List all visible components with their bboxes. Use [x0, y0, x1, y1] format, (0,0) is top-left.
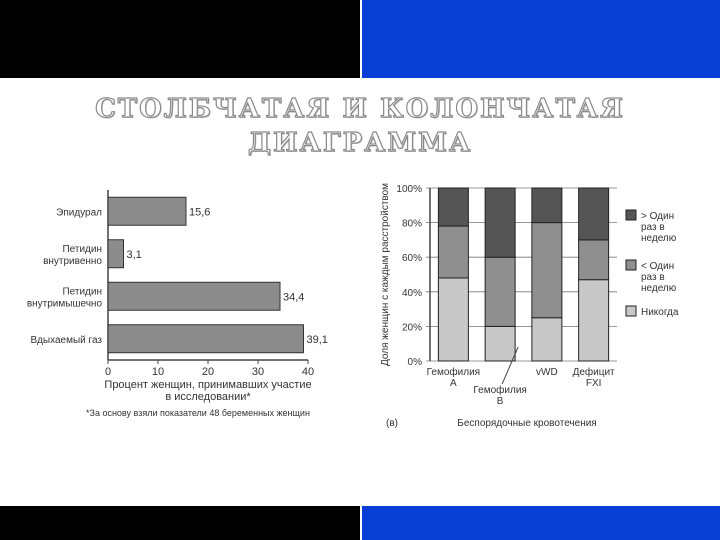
x-tick-label: 20 — [201, 366, 215, 378]
category-label: Гемофилия — [473, 385, 527, 396]
x-tick-label: 10 — [151, 366, 165, 378]
legend-label: Никогда — [641, 307, 679, 318]
legend-label: раз в — [641, 272, 665, 283]
category-label: внутривенно — [43, 255, 102, 267]
stacked-bar-segment — [438, 226, 468, 278]
panel-label: (в) — [386, 418, 398, 429]
slide-title-line-1: СТОЛБЧАТАЯ И КОЛОНЧАТАЯ — [95, 94, 625, 124]
stacked-bar-segment — [438, 278, 468, 361]
category-label: Дефицит — [572, 367, 615, 378]
bar — [108, 282, 280, 310]
legend-label: неделю — [641, 233, 677, 244]
category-label: B — [496, 396, 504, 407]
x-axis-title: Процент женщин, принимавших участие — [104, 379, 312, 391]
stacked-bar-segment — [485, 257, 515, 326]
bar — [108, 325, 304, 353]
stacked-bar-segment — [579, 240, 609, 280]
y-tick-label: 80% — [401, 218, 422, 230]
legend-label: неделю — [641, 283, 677, 294]
horizontal-bar-chart — [0, 178, 360, 430]
x-axis-title: Беспорядочные кровотечения — [457, 418, 597, 429]
header-band-left — [0, 0, 360, 78]
stacked-bar-segment — [438, 188, 468, 226]
category-label: FXI — [585, 378, 602, 389]
bar-value-label: 15,6 — [189, 206, 211, 219]
y-tick-label: 100% — [396, 184, 422, 195]
x-tick-label: 30 — [251, 366, 265, 378]
category-label: vWD — [536, 367, 558, 378]
y-tick-label: 20% — [401, 322, 422, 334]
x-tick-label: 0 — [104, 366, 112, 378]
stacked-column-chart — [362, 176, 702, 438]
stacked-bar-segment — [485, 326, 515, 361]
category-label: Гемофилия — [426, 367, 481, 378]
footer-band-left — [0, 506, 360, 540]
legend-swatch — [626, 260, 636, 270]
bar — [108, 197, 186, 225]
category-label: A — [450, 378, 457, 389]
y-tick-label: 60% — [401, 253, 422, 265]
stacked-bar-segment — [579, 280, 609, 361]
header-band-right — [362, 0, 720, 78]
x-axis-title: в исследовании* — [165, 391, 251, 403]
category-label: Вдыхаемый газ — [30, 334, 102, 346]
bar — [108, 240, 124, 268]
x-tick-label: 40 — [301, 366, 315, 378]
footer-band-right — [362, 506, 720, 540]
bar-value-label: 34,4 — [283, 291, 305, 304]
chart-footnote: *За основу взяли показатели 48 беременных женщин — [86, 408, 310, 418]
y-axis-title: Доля женщин с каждым расстройством — [380, 182, 391, 367]
legend-label: раз в — [641, 222, 665, 233]
y-tick-label: 0% — [407, 357, 422, 368]
legend-swatch — [626, 306, 636, 316]
stacked-bar-segment — [532, 223, 562, 318]
stacked-bar-segment — [532, 318, 562, 361]
legend-label: < Один — [641, 261, 675, 272]
legend-swatch — [626, 210, 636, 220]
category-label: Петидин — [62, 286, 102, 298]
category-label: внутримышечно — [26, 298, 102, 310]
bar-value-label: 39,1 — [306, 333, 328, 346]
slide-title — [0, 92, 720, 160]
stacked-bar-segment — [532, 188, 562, 223]
legend-label: > Один — [641, 211, 675, 222]
stacked-bar-segment — [485, 188, 515, 257]
bar-value-label: 3,1 — [126, 248, 142, 261]
category-label: Эпидурал — [56, 207, 102, 219]
stacked-bar-segment — [579, 188, 609, 240]
slide-title-line-2: ДИАГРАММА — [247, 128, 473, 158]
y-tick-label: 40% — [401, 287, 422, 299]
category-label: Петидин — [62, 243, 102, 255]
